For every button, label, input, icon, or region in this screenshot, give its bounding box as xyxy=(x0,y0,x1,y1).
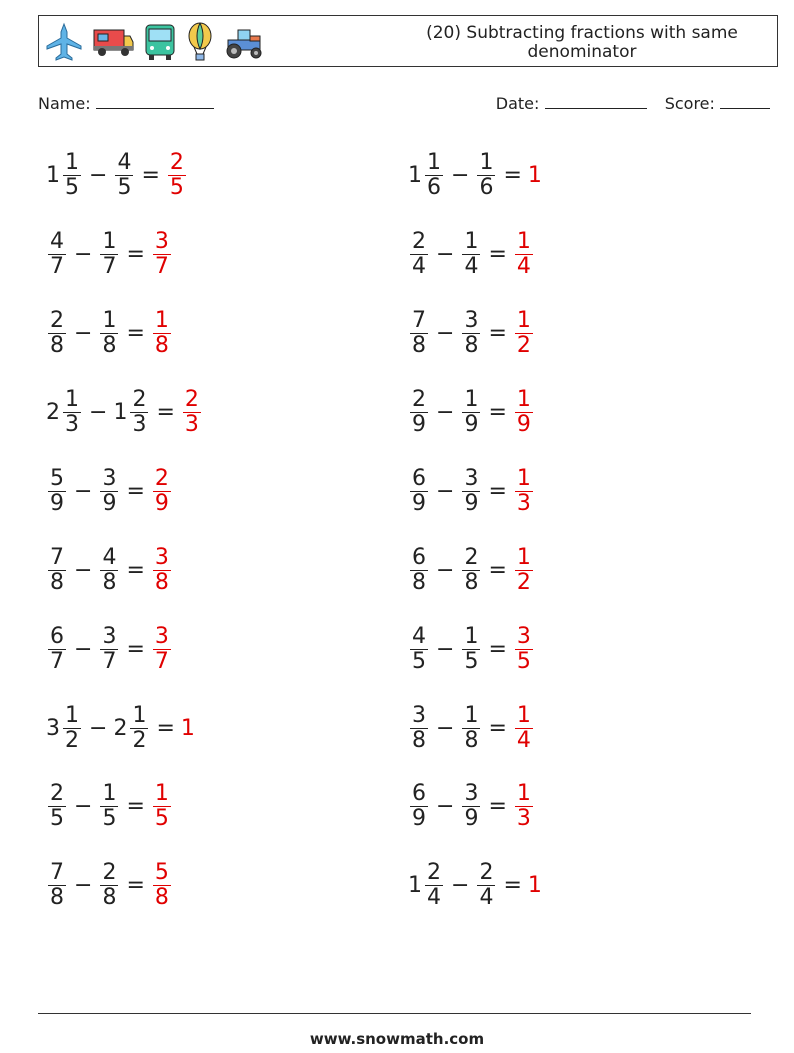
fraction xyxy=(462,230,480,279)
answer xyxy=(151,546,173,595)
denominator: 7 xyxy=(102,253,117,279)
denominator: 2 xyxy=(65,727,79,753)
denominator: 6 xyxy=(427,174,441,200)
problem-7 xyxy=(46,382,203,442)
problem-6 xyxy=(408,303,535,363)
denominator: 4 xyxy=(516,253,531,279)
equals-sign: = xyxy=(488,715,507,741)
denominator: 9 xyxy=(464,805,479,831)
numerator: 2 xyxy=(412,228,426,254)
fraction xyxy=(462,704,480,753)
whole-number: 2 xyxy=(46,399,60,425)
denominator: 4 xyxy=(427,884,441,910)
denominator: 5 xyxy=(65,174,79,200)
equals-sign: = xyxy=(126,478,145,504)
fraction xyxy=(48,861,66,910)
fraction xyxy=(515,782,533,831)
numerator: 7 xyxy=(412,307,426,333)
answer xyxy=(513,309,535,358)
fraction xyxy=(100,861,118,910)
answer xyxy=(151,230,173,279)
fraction xyxy=(410,625,428,674)
numerator: 4 xyxy=(50,228,64,254)
denominator: 8 xyxy=(50,569,64,595)
denominator: 5 xyxy=(117,174,132,200)
fraction xyxy=(515,230,533,279)
numerator: 7 xyxy=(50,544,64,570)
numerator: 2 xyxy=(102,859,117,885)
fraction xyxy=(410,546,428,595)
denominator: 8 xyxy=(102,569,117,595)
numerator: 2 xyxy=(132,386,147,412)
denominator: 9 xyxy=(464,411,479,437)
denominator: 4 xyxy=(464,253,479,279)
fraction xyxy=(63,388,81,437)
denominator: 2 xyxy=(132,727,147,753)
problem-13 xyxy=(46,619,173,679)
student-info-bar xyxy=(38,94,770,116)
equals-sign: = xyxy=(488,399,507,425)
date-label: Date: xyxy=(495,94,540,113)
name-blank[interactable] xyxy=(96,94,214,109)
minus-sign: − xyxy=(436,557,455,583)
fraction xyxy=(477,861,495,910)
fraction xyxy=(515,388,533,437)
fraction xyxy=(153,861,171,910)
fraction xyxy=(410,704,428,753)
answer xyxy=(513,546,535,595)
footer-url[interactable]: www.snowmath.com xyxy=(309,1030,485,1048)
answer xyxy=(166,151,188,200)
numerator: 3 xyxy=(154,228,169,254)
numerator: 1 xyxy=(102,228,117,254)
equals-sign: = xyxy=(488,636,507,662)
numerator: 1 xyxy=(516,386,531,412)
whole-number: 1 xyxy=(113,399,128,425)
minus-sign: − xyxy=(436,793,455,819)
denominator: 9 xyxy=(102,490,117,516)
denominator: 7 xyxy=(102,648,117,674)
numerator: 2 xyxy=(184,386,199,412)
answer xyxy=(513,388,535,437)
numerator: 3 xyxy=(464,780,479,806)
minus-sign: − xyxy=(436,478,455,504)
date-blank[interactable] xyxy=(545,94,647,109)
problem-1 xyxy=(46,145,188,205)
fraction xyxy=(100,230,118,279)
numerator: 2 xyxy=(464,544,479,570)
numerator: 4 xyxy=(117,149,132,175)
problem-14 xyxy=(408,619,535,679)
denominator: 8 xyxy=(50,884,64,910)
equals-sign: = xyxy=(126,872,145,898)
whole-number: 1 xyxy=(180,715,195,741)
fraction xyxy=(410,782,428,831)
denominator: 8 xyxy=(412,332,426,358)
fraction xyxy=(425,151,443,200)
fraction xyxy=(462,388,480,437)
minus-sign: − xyxy=(436,399,455,425)
minus-sign: − xyxy=(451,162,470,188)
whole-number: 1 xyxy=(408,162,422,188)
denominator: 4 xyxy=(516,727,531,753)
denominator: 5 xyxy=(102,805,117,831)
minus-sign: − xyxy=(74,793,93,819)
fraction xyxy=(115,151,133,200)
denominator: 2 xyxy=(516,332,531,358)
fraction xyxy=(48,309,66,358)
denominator: 8 xyxy=(102,884,117,910)
answer xyxy=(151,625,173,674)
numerator: 3 xyxy=(464,465,479,491)
denominator: 7 xyxy=(50,253,64,279)
equals-sign: = xyxy=(488,320,507,346)
equals-sign: = xyxy=(503,162,522,188)
numerator: 1 xyxy=(464,702,479,728)
numerator: 3 xyxy=(464,307,479,333)
numerator: 3 xyxy=(412,702,426,728)
denominator: 8 xyxy=(464,727,479,753)
numerator: 1 xyxy=(516,780,531,806)
minus-sign: − xyxy=(89,715,108,741)
fraction xyxy=(153,230,171,279)
denominator: 3 xyxy=(184,411,199,437)
whole-number: 1 xyxy=(527,872,542,898)
whole-number: 2 xyxy=(113,715,128,741)
numerator: 4 xyxy=(102,544,117,570)
denominator: 5 xyxy=(464,648,479,674)
fraction xyxy=(410,467,428,516)
numerator: 1 xyxy=(65,386,79,412)
truck-icon xyxy=(92,22,134,62)
minus-sign: − xyxy=(74,478,93,504)
numerator: 6 xyxy=(50,623,64,649)
numerator: 2 xyxy=(154,465,169,491)
numerator: 1 xyxy=(65,149,79,175)
denominator: 5 xyxy=(516,648,531,674)
fraction xyxy=(515,704,533,753)
denominator: 3 xyxy=(516,490,531,516)
numerator: 6 xyxy=(412,465,426,491)
numerator: 1 xyxy=(427,149,441,175)
problem-8 xyxy=(408,382,535,442)
equals-sign: = xyxy=(126,636,145,662)
numerator: 1 xyxy=(464,228,479,254)
equals-sign: = xyxy=(488,793,507,819)
numerator: 1 xyxy=(132,702,147,728)
worksheet-title: (20) Subtracting fractions with same denominator xyxy=(426,23,738,62)
numerator: 1 xyxy=(516,465,531,491)
answer xyxy=(528,163,543,188)
denominator: 8 xyxy=(412,727,426,753)
denominator: 8 xyxy=(154,332,169,358)
whole-number: 1 xyxy=(527,162,542,188)
denominator: 8 xyxy=(464,332,479,358)
minus-sign: − xyxy=(436,320,455,346)
denominator: 9 xyxy=(412,490,426,516)
denominator: 7 xyxy=(154,253,169,279)
numerator: 1 xyxy=(65,702,79,728)
numerator: 4 xyxy=(412,623,426,649)
name-label: Name: xyxy=(38,94,91,113)
fraction xyxy=(100,467,118,516)
problem-18 xyxy=(408,776,535,836)
numerator: 7 xyxy=(50,859,64,885)
denominator: 2 xyxy=(516,569,531,595)
answer xyxy=(513,704,535,753)
numerator: 6 xyxy=(412,544,426,570)
worksheet-header xyxy=(38,15,778,67)
fraction xyxy=(100,309,118,358)
numerator: 3 xyxy=(102,623,117,649)
fraction xyxy=(48,625,66,674)
problem-16 xyxy=(408,698,535,758)
fraction xyxy=(100,625,118,674)
score-label: Score: xyxy=(664,94,715,113)
score-blank[interactable] xyxy=(720,94,770,109)
name-field[interactable] xyxy=(38,94,214,113)
numerator: 1 xyxy=(154,307,169,333)
numerator: 6 xyxy=(412,780,426,806)
minus-sign: − xyxy=(89,399,108,425)
equals-sign: = xyxy=(126,320,145,346)
numerator: 2 xyxy=(412,386,426,412)
denominator: 8 xyxy=(154,884,169,910)
denominator: 9 xyxy=(50,490,64,516)
fraction xyxy=(48,230,66,279)
answer xyxy=(151,309,173,358)
denominator: 9 xyxy=(412,805,426,831)
fraction xyxy=(515,467,533,516)
fraction xyxy=(130,388,148,437)
problem-15 xyxy=(46,698,196,758)
problem-17 xyxy=(46,776,173,836)
fraction xyxy=(515,309,533,358)
whole-number: 3 xyxy=(46,715,60,741)
minus-sign: − xyxy=(74,557,93,583)
denominator: 8 xyxy=(464,569,479,595)
fraction xyxy=(130,704,148,753)
fraction xyxy=(425,861,443,910)
denominator: 8 xyxy=(50,332,64,358)
equals-sign: = xyxy=(488,241,507,267)
fraction xyxy=(153,546,171,595)
answer xyxy=(528,873,543,898)
minus-sign: − xyxy=(74,241,93,267)
answer xyxy=(181,388,203,437)
answer xyxy=(151,782,173,831)
fraction xyxy=(462,625,480,674)
fraction xyxy=(48,546,66,595)
numerator: 1 xyxy=(516,544,531,570)
fraction xyxy=(153,467,171,516)
denominator: 8 xyxy=(102,332,117,358)
problem-2 xyxy=(408,145,543,205)
answer xyxy=(181,716,196,741)
numerator: 2 xyxy=(169,149,184,175)
problem-10 xyxy=(408,461,535,521)
denominator: 8 xyxy=(412,569,426,595)
problem-20 xyxy=(408,855,543,915)
minus-sign: − xyxy=(74,872,93,898)
fraction xyxy=(515,546,533,595)
numerator: 1 xyxy=(479,149,494,175)
equals-sign: = xyxy=(126,557,145,583)
minus-sign: − xyxy=(74,636,93,662)
denominator: 9 xyxy=(154,490,169,516)
numerator: 3 xyxy=(516,623,531,649)
fraction xyxy=(410,388,428,437)
equals-sign: = xyxy=(141,162,160,188)
problem-19 xyxy=(46,855,173,915)
numerator: 2 xyxy=(427,859,441,885)
numerator: 5 xyxy=(50,465,64,491)
problem-9 xyxy=(46,461,173,521)
denominator: 4 xyxy=(479,884,494,910)
numerator: 1 xyxy=(516,702,531,728)
fraction xyxy=(153,309,171,358)
denominator: 3 xyxy=(65,411,79,437)
equals-sign: = xyxy=(126,793,145,819)
equals-sign: = xyxy=(503,872,522,898)
equals-sign: = xyxy=(126,241,145,267)
equals-sign: = xyxy=(156,715,175,741)
numerator: 3 xyxy=(102,465,117,491)
fraction xyxy=(462,782,480,831)
equals-sign: = xyxy=(156,399,175,425)
problem-11 xyxy=(46,540,173,600)
answer xyxy=(513,467,535,516)
numerator: 5 xyxy=(154,859,169,885)
answer xyxy=(513,230,535,279)
fraction xyxy=(63,704,81,753)
footer-divider xyxy=(38,1013,751,1014)
numerator: 1 xyxy=(154,780,169,806)
fraction xyxy=(100,546,118,595)
equals-sign: = xyxy=(488,557,507,583)
denominator: 9 xyxy=(412,411,426,437)
fraction xyxy=(410,230,428,279)
numerator: 3 xyxy=(154,623,169,649)
whole-number: 1 xyxy=(408,872,422,898)
answer xyxy=(151,467,173,516)
fraction xyxy=(48,467,66,516)
fraction xyxy=(462,309,480,358)
answer xyxy=(513,782,535,831)
bus-icon xyxy=(142,22,178,62)
problem-5 xyxy=(46,303,173,363)
minus-sign: − xyxy=(436,636,455,662)
denominator: 6 xyxy=(479,174,494,200)
fraction xyxy=(462,467,480,516)
numerator: 1 xyxy=(102,780,117,806)
answer xyxy=(151,861,173,910)
numerator: 3 xyxy=(154,544,169,570)
answer xyxy=(513,625,535,674)
denominator: 5 xyxy=(169,174,184,200)
denominator: 5 xyxy=(154,805,169,831)
denominator: 5 xyxy=(50,805,64,831)
fraction xyxy=(153,625,171,674)
minus-sign: − xyxy=(451,872,470,898)
denominator: 9 xyxy=(464,490,479,516)
equals-sign: = xyxy=(488,478,507,504)
fraction xyxy=(462,546,480,595)
numerator: 2 xyxy=(479,859,494,885)
numerator: 1 xyxy=(464,386,479,412)
fraction xyxy=(168,151,186,200)
header-icons xyxy=(44,22,264,62)
numerator: 2 xyxy=(50,307,64,333)
denominator: 7 xyxy=(154,648,169,674)
fraction xyxy=(410,309,428,358)
airplane-icon xyxy=(44,22,84,62)
numerator: 1 xyxy=(516,228,531,254)
minus-sign: − xyxy=(89,162,108,188)
tractor-icon xyxy=(222,22,264,62)
fraction xyxy=(183,388,201,437)
numerator: 1 xyxy=(516,307,531,333)
numerator: 2 xyxy=(50,780,64,806)
denominator: 5 xyxy=(412,648,426,674)
denominator: 4 xyxy=(412,253,426,279)
problem-4 xyxy=(408,224,535,284)
fraction xyxy=(48,782,66,831)
denominator: 9 xyxy=(516,411,531,437)
date-score-group xyxy=(496,94,770,113)
fraction xyxy=(63,151,81,200)
minus-sign: − xyxy=(436,715,455,741)
minus-sign: − xyxy=(436,241,455,267)
denominator: 3 xyxy=(132,411,147,437)
denominator: 8 xyxy=(154,569,169,595)
denominator: 3 xyxy=(516,805,531,831)
problem-3 xyxy=(46,224,173,284)
problem-12 xyxy=(408,540,535,600)
minus-sign: − xyxy=(74,320,93,346)
denominator: 7 xyxy=(50,648,64,674)
numerator: 1 xyxy=(102,307,117,333)
fraction xyxy=(477,151,495,200)
fraction xyxy=(100,782,118,831)
fraction xyxy=(515,625,533,674)
fraction xyxy=(153,782,171,831)
numerator: 1 xyxy=(464,623,479,649)
whole-number: 1 xyxy=(46,162,60,188)
hot-air-balloon-icon xyxy=(186,22,214,62)
